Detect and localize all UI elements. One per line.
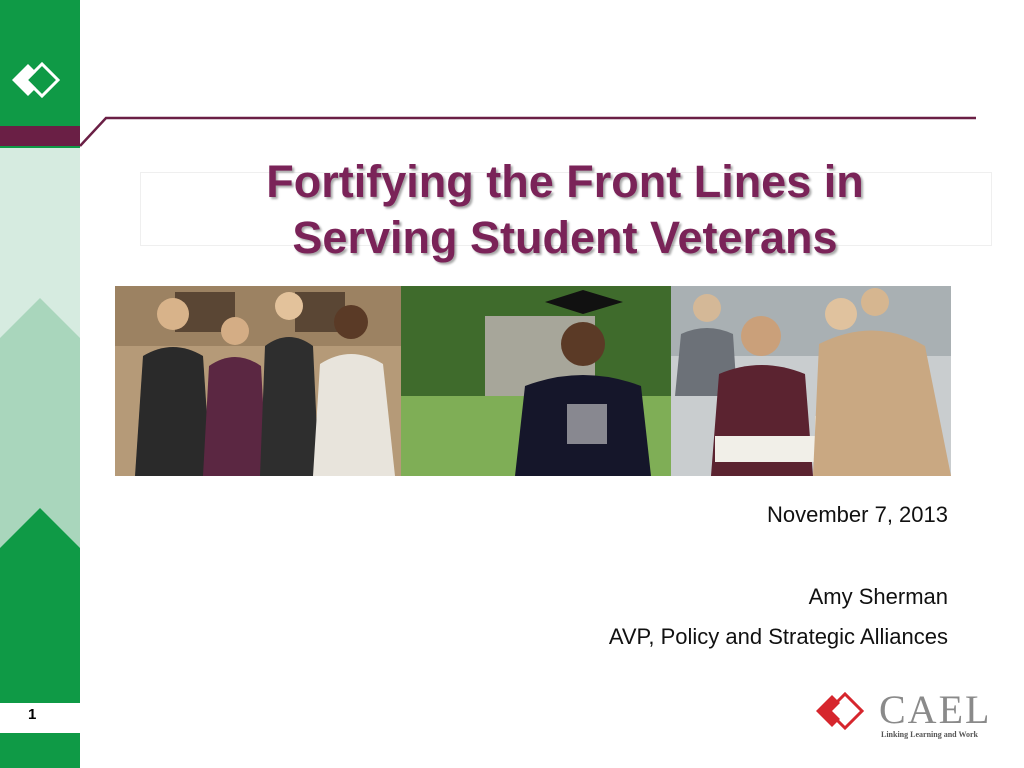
title-line-1: Fortifying the Front Lines in <box>266 156 864 207</box>
page-number-box <box>0 703 80 733</box>
presentation-date: November 7, 2013 <box>767 502 948 527</box>
presenter-name: Amy Sherman <box>808 584 948 609</box>
classroom-photo <box>671 286 951 476</box>
cael-diamond-icon <box>814 680 876 742</box>
professionals-group-photo <box>115 286 401 476</box>
title-divider-line <box>78 110 978 150</box>
cael-wordmark: CAEL <box>879 687 992 732</box>
diamond-logo-icon <box>6 46 74 114</box>
left-band-maroon-bar <box>0 126 80 146</box>
presenter-title: AVP, Policy and Strategic Alliances <box>608 624 948 649</box>
cael-tagline: Linking Learning and Work <box>881 730 978 739</box>
title-line-2: Serving Student Veterans <box>292 212 838 263</box>
graduate-photo <box>401 286 671 476</box>
page-number: 1 <box>28 706 37 723</box>
photo-strip <box>115 286 951 476</box>
slide-title <box>140 154 990 266</box>
